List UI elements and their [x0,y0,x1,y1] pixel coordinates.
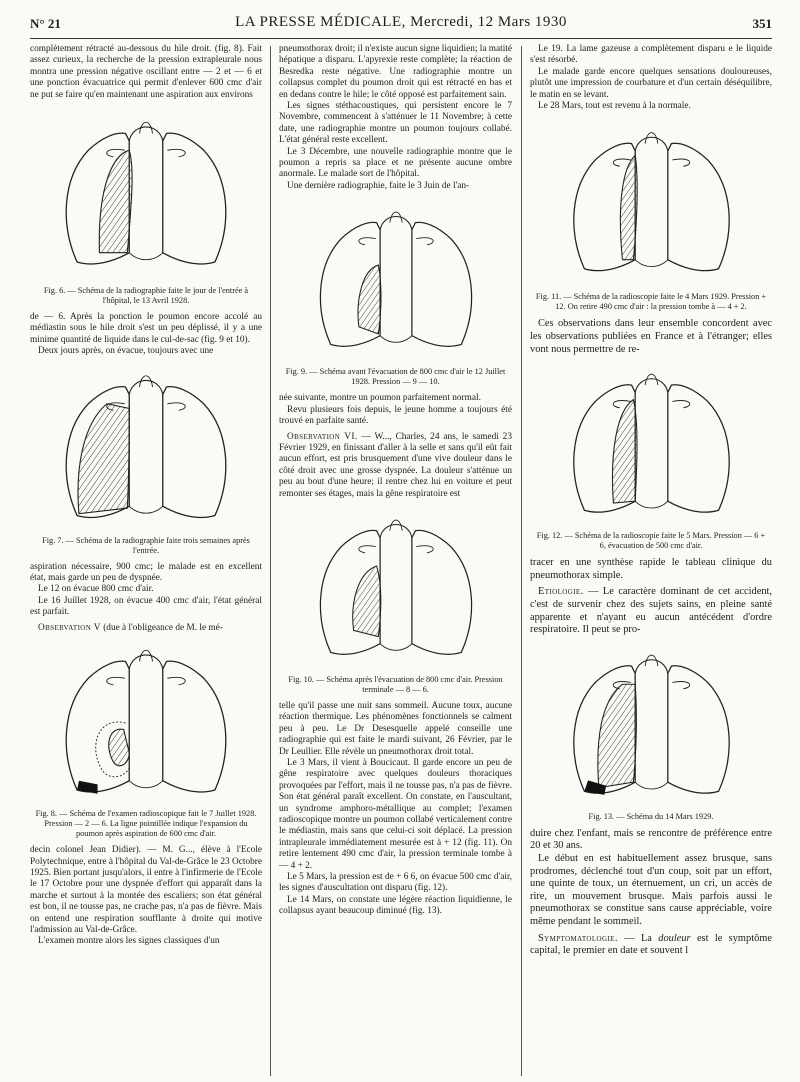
paragraph: Etiologie. — Le caractère dominant de cet accident, c'est de survenir chez des sujets sains, en pleine santé apparente et n'ayant eu aucun antécédent d'ordre respiratoire. Il peut se pro- [530,586,772,636]
paragraph: Ces observations dans leur ensemble concordent avec les observations publiées en France et à l'étranger; elles vont nous permettre de re- [530,318,772,355]
paragraph: Une dernière radiographie, faite le 3 Juin de l'an- [287,180,470,191]
lung-diagram-8 [51,640,241,805]
paragraph: pneumothorax droit; il n'existe aucun signe liquidien; la matité hépatique a disparu. L'apyrexie reste complète; la réaction de Besredka reste négative. Une radiographie montre un collapsus complet du poumon droit qui est rétracté en bas et en dedans contre le hile; le côté opposé est parfaitement sain. [279,44,512,100]
paragraph: Le 19. La lame gazeuse a complètement disparu e le liquide s'est résorbé. [530,44,772,66]
figure-10 [279,506,512,671]
lung-diagram-6 [51,107,241,282]
paragraph: L'examen montre alors les signes classiques d'un [38,936,220,947]
paragraph: Observation VI. — W..., Charles, 24 ans, le samedi 23 Février 1929, en finissant d'aller à la selle et sans qu'il eût fait aucun effort, est pris brusquement d'une vive douleur dans le côté droit avec une grosse dyspnée. La douleur s'atténue un peu au bout d'une heure; il rentre chez lui en voiture et peut remonter ses étages, mais la gêne respiratoire est [279,431,512,499]
observation-label: Observation VI. [287,431,358,442]
figure-11 [530,118,772,288]
figure-12 [530,362,772,527]
lung-diagram-11 [559,118,744,288]
paragraph: Symptomatologie. — La douleur est le symptôme capital, le premier en date et souvent l [530,932,772,957]
figure-6 [30,107,262,282]
paragraph: Le malade garde encore quelques sensations douloureuses, plutôt une impression de courbature et d'un certain déséquilibre, le matin en se levant. [530,66,772,100]
running-header [30,12,772,34]
paragraph: telle qu'il passe une nuit sans sommeil. Aucune toux, aucune réaction thermique. Les phénomènes fonctionnels se calment peu à peu. Le Dr Desesquelle appelé conseille une radiographie qui est faite le mardi suivant, 26 Février, par le Dr Leullier. Elle révèle un pneumothorax droit total. [279,700,512,757]
column-divider [270,46,271,1076]
lung-diagram-12 [559,362,744,527]
journal-title: LA PRESSE MÉDICALE, Mercredi, 12 Mars 1930 [235,14,567,30]
header-rule [30,38,772,39]
lung-diagram-7 [51,364,241,532]
figure-caption: Fig. 8. — Schéma de l'examen radioscopique fait le 7 Juillet 1928. Pression — 2 — 6. La ligne pointillée indique l'expansion du poumon après aspiration de 600 cmc d'air. [35,809,257,839]
paragraph: tracer en une synthèse rapide le tableau clinique du pneumothorax simple. [530,557,772,581]
paragraph: Le 28 Mars, tout est revenu à la normale. [538,101,691,112]
figure-8 [30,640,262,805]
paragraph: née suivante, montre un poumon parfaitement normal. [279,393,481,404]
paragraph: Revu plusieurs fois depuis, le jeune homme a toujours été trouvé en parfaite santé. [279,404,512,427]
figure-9 [279,198,512,363]
lung-diagram-10 [306,506,486,671]
paragraph: Le 3 Mars, il vient à Boucicaut. Il garde encore un peu de gêne respiratoire avec quelques douleurs thoraciques provoquées par l'effort, mais il ne tousse pas, n'a pas de fièvre. Son état général paraît excellent. On constate, en l'auscultant, un syndrome amphoro-métallique au complet; l'examen radioscopique montre un poumon collabé verticalement contre le médiastin, mais sans que celui-ci soit déplacé. La pression intrapleurale immédiatement mesurée est à + 12 (fig. 11). On retire lentement 490 cmc d'air, la pression terminale tombe à — 4 + 2. [279,757,512,871]
paragraph: Le 3 Décembre, une nouvelle radiographie montre que le poumon a repris sa place et ne présente aucune ombre anormale. Le malade sort de l'hôpital. [279,146,512,180]
column-divider [521,46,522,1076]
paragraph: duire chez l'enfant, mais se rencontre de préférence entre 20 et 30 ans. [530,827,772,852]
paragraph: Observation V (due à l'obligeance de M. le mé- [38,622,223,633]
paragraph: Les signes stéthacoustiques, qui persistent encore le 7 Novembre, commencent à s'atténuer le 11 Novembre; à cette date, une radiographie montre un poumon toujours collabé. L'état général reste excellent. [279,101,512,146]
figure-caption: Fig. 9. — Schéma avant l'évacuation de 800 cmc d'air le 12 Juillet 1928. Pression — 9 — 10. [285,367,506,387]
paragraph: de — 6. Après la ponction le poumon encore accolé au médiastin sous le hile droit s'est un peu déplissé, il y a une minime quantité de liquide dans le cul-de-sac (fig. 9 et 10). [30,312,262,345]
figure-caption: Fig. 12. — Schéma de la radioscopie faite le 5 Mars. Pression — 6 + 6, évacuation de 500 cmc d'air. [536,531,766,551]
page-number: 351 [752,16,772,31]
observation-label: Observation V [38,622,101,633]
paragraph: Deux jours après, on évacue, toujours avec une [38,346,214,357]
lung-diagram-13 [559,643,744,808]
column-3 [530,44,772,1082]
paragraph: aspiration nécessaire, 900 cmc; le malade est en excellent état, mais garde un peu de dyspnée. [30,561,262,584]
figure-caption: Fig. 6. — Schéma de la radiographie faite le jour de l'entrée à l'hôpital, le 13 Avril 1928. [43,286,249,306]
paragraph: Le 14 Mars, on constate une légère réaction liquidienne, le collapsus ayant beaucoup diminué (fig. 13). [279,894,512,917]
section-label: Etiologie. [538,586,584,598]
paragraph: decin colonel Jean Didier). — M. G..., élève à l'Ecole Polytechnique, entre à l'hôpital du Val-de-Grâce le 23 Octobre 1925. Bien portant jusqu'alors, il entre à l'infirmerie de l'Ecole le 17 Octobre pour une dyspnée d'effort qui apparaît dans la marche et surtout à la montée des escaliers; son état général est bon, il ne tousse pas, ne crache pas, n'a pas de fièvre. Mais on entend une respiration soufflante à droite qui motive l'admission au Val-de-Grâce. [30,845,262,935]
paragraph: Le 12 on évacue 800 cmc d'air. [38,584,154,595]
column-1 [30,44,262,1082]
lung-diagram-9 [306,198,486,363]
figure-caption: Fig. 13. — Schéma du 14 Mars 1929. [588,811,714,821]
column-2 [279,44,512,1082]
issue-number: N° 21 [30,16,61,31]
paragraph: Le 16 Juillet 1928, on évacue 400 cmc d'air, l'état général est parfait. [30,595,262,618]
figure-caption: Fig. 11. — Schéma de la radioscopie faite le 4 Mars 1929. Pression + 12. On retire 490 cmc d'air : la pression tombe à — 4 + 2. [535,292,767,312]
figure-caption: Fig. 7. — Schéma de la radiographie faite trois semaines après l'entrée. [42,535,250,555]
paragraph: Le 5 Mars, la pression est de + 6 6, on évacue 500 cmc d'air, les signes d'auscultation ont disparu (fig. 12). [279,872,512,894]
figure-13 [530,643,772,808]
paragraph: complètement rétracté au-dessous du hile droit. (fig. 8). Fait assez curieux, la recherche de la pression extrapleurale nous montra une pression négative oscillant entre — 2 et — 6 et une ponction évacuatrice qui permit d'enlever 600 cmc d'air ne put se faire qu'en maintenant une aspiration aux environs [30,44,262,100]
figure-7 [30,364,262,532]
figure-caption: Fig. 10. — Schéma après l'évacuation de 800 cmc d'air. Pression terminale — 8 — 6. [288,674,503,694]
section-label: Symptomatologie. [538,932,618,944]
paragraph: Le début en est habituellement assez brusque, sans prodromes, déclenché tout d'un coup, soit par un effort, une quinte de toux, un éternuement, un cri, un accès de rire, un mouvement brusque. Mais parfois aussi le pneumothorax se constitue sans cause appréciable, voire même pendant le sommeil. [530,852,772,927]
